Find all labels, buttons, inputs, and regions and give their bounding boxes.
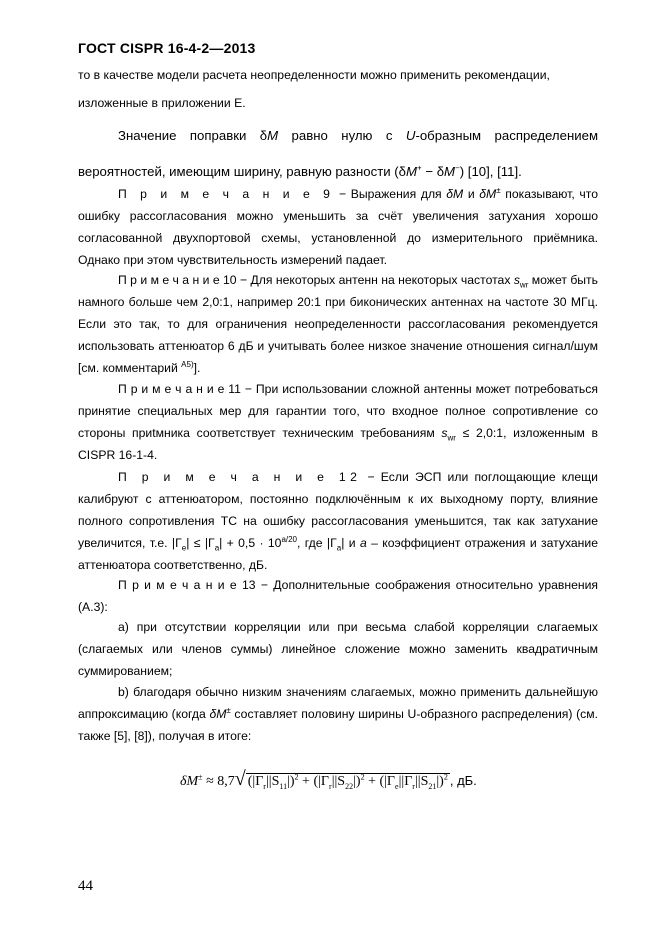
note-13: П р и м е ч а н и е 13 − Дополнительные соображения относительно уравнения (А.3): (78, 578, 598, 614)
paragraph-line: изложенные в приложении Е. (78, 96, 246, 110)
note-13-item-b: b) благодаря обычно низким значениям слагаемых, можно применить дальнейшую аппроксимацию (когда δM± составляет половину ширины U-образного распределения) (см. также [5], [8]), получая в итоге: (78, 685, 598, 743)
sqrt-icon: √ (234, 768, 246, 790)
note-label: П р и м е ч а н и е 11 (118, 382, 241, 396)
note-label: П р и м е ч а н и е 9 (118, 187, 335, 201)
document-header: ГОСТ CISPR 16-4-2—2013 (78, 40, 256, 56)
page-number: 44 (78, 878, 93, 894)
formula-mismatch: δM± ≈ 8,7√ $(|\Gamma_r||S_{11}|)^2 + (|\Gamma_r||S_{22}|)^2 + (|\Gamma_e||\Gamma_r||S_{21}|)^2$ , дБ. (180, 768, 477, 791)
paragraph-correction: Значение поправки δM равно нулю с U-образным распределением вероятностей, имеющим ширину, равную разности (δM+ − δM−) [10], [11]. (78, 128, 599, 179)
note-12: П р и м е ч а н и е 12 − Если ЭСП или поглощающие клещи калибруют с аттенюатором, постоянно подключённым к их выходному порту, влияние полного сопротивления ТС на ошибку рассогласования уменьшится, так как затухание увеличится, т.е. $|\Gamma_e| \le |\Gamma_a| + 0,5 \cdot 10^{a/20}$, где $|\Gamma_a|$ и a – коэффициент отражения и затухание аттенюатора соответственно, дБ. (78, 470, 599, 572)
note-10: П р и м е ч а н и е 10 − Для некоторых антенн на некоторых частотах $s_{wr}$ может быть намного больше чем 2,0:1, например 20:1 при биконических антеннах на частоте 30 МГц. Если это так, то для ограничения неопределенности рассогласования рекомендуется использовать аттенюатор 6 дБ и учитывать более низкое значение отношения сигнал/шум [см. комментарий $^{А5)}$]. (78, 273, 598, 375)
paragraph-continuation (78, 61, 598, 117)
note-13-item-a: a) при отсутствии корреляции или при весьма слабой корреляции слагаемых (слагаемых или членов суммы) линейное сложение можно заменить квадратичным суммированием; (78, 620, 598, 678)
sqrt-radicand: $(|\Gamma_r||S_{11}|)^2 + (|\Gamma_r||S_{22}|)^2 + (|\Gamma_e||\Gamma_r||S_{21}|)^2$ (247, 772, 448, 791)
note-label: П р и м е ч а н и е 13 (118, 578, 256, 592)
note-label: П р и м е ч а н и е 10 (118, 273, 237, 287)
note-9: П р и м е ч а н и е 9 − Выражения для δM и δM± показывают, что ошибку рассогласования можно уменьшить за счёт увеличения затухания хорошо согласованной двухпортовой схемы, установленной до измерительного приёмника. Однако при этом чувствительность измерений падает. (78, 185, 598, 267)
note-label: П р и м е ч а н и е 12 (118, 470, 362, 484)
note-11: П р и м е ч а н и е 11 − При использовании сложной антенны может потребоваться принятие специальных мер для гарантии того, что входное полное сопротивление со стороны приtмника соответствует техническим требованиям $s_{wr}$ ≤ 2,0:1, изложенным в CISPR 16-1-4. (78, 382, 598, 462)
paragraph-line: то в качестве модели расчета неопределенности можно применить рекомендации, (78, 68, 550, 82)
